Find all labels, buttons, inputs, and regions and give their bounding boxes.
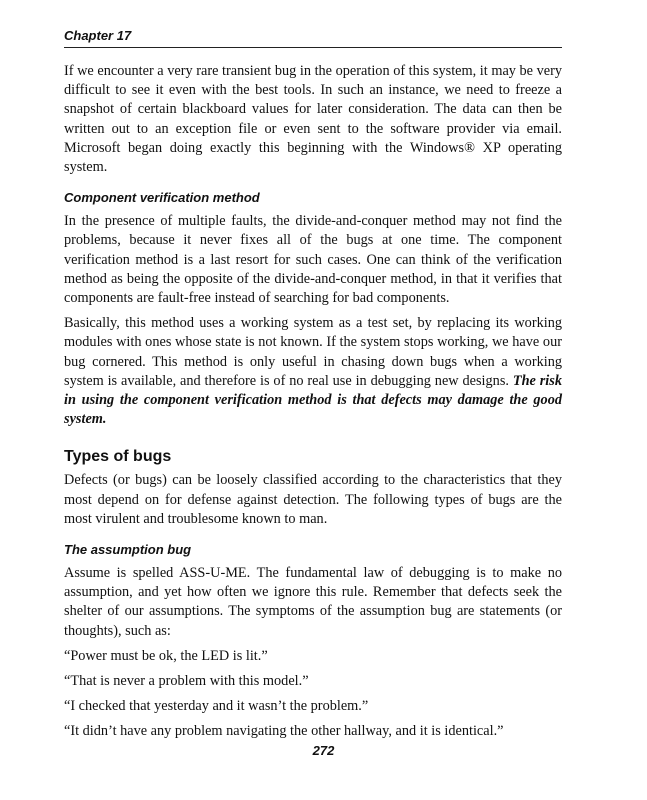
page-content [64, 62, 562, 742]
page [64, 28, 562, 748]
component-verification-paragraph-1: In the presence of multiple faults, the divide-and-conquer method may not find the problems, because it never fixes all of the bugs at one time. The component verification method is a last resort for such cases. One can think of the verification method as being the opposite of the divide-and-conquer method, in that it verifies that components are fault-free instead of searching for bad components. [64, 213, 562, 307]
component-verification-emphasis: The risk in using the component verification method is that defects may damage the good system. [64, 372, 562, 428]
quote-power-led: “Power must be ok, the LED is lit.” [64, 647, 268, 664]
quote-never-a-problem: “That is never a problem with this model.” [64, 673, 309, 690]
chapter-header: Chapter 17 [64, 28, 562, 48]
quote-hallway: “It didn’t have any problem navigating the other hallway, and it is identical.” [64, 723, 504, 740]
types-of-bugs-heading: Types of bugs [64, 448, 172, 466]
component-verification-paragraph-2 [64, 314, 562, 429]
component-verification-text: Basically, this method uses a working system as a test set, by replacing its working modules with ones whose state is not known. If the system stops working, we have our bug cornered. This method is only useful in chasing down bugs when a working system is available, and therefore is of no real use in debugging new designs. [64, 315, 562, 389]
types-of-bugs-paragraph: Defects (or bugs) can be loosely classified according to the characteristics that they most depend on for defense against detection. The following types of bugs are the most virulent and troublesome known to man. [64, 472, 562, 527]
page-number: 272 [312, 743, 335, 758]
intro-paragraph: If we encounter a very rare transient bug in the operation of this system, it may be very difficult to see it even with the best tools. In such an instance, we need to freeze a snapshot of certain blackboard values for later consideration. The data can then be written out to an exception file or even sent to the software provider via email. Microsoft began doing exactly this beginning with the Windows® XP operating system. [64, 63, 562, 176]
assumption-bug-heading: The assumption bug [64, 542, 192, 558]
component-verification-heading: Component verification method [64, 190, 260, 206]
assumption-bug-paragraph: Assume is spelled ASS-U-ME. The fundamental law of debugging is to make no assumption, and yet how often we ignore this rule. Remember that defects seek the shelter of our assumptions. The symptoms of the assumption bug are statements (or thoughts), such as: [64, 565, 562, 639]
quote-checked-yesterday: “I checked that yesterday and it wasn’t the problem.” [64, 698, 369, 715]
